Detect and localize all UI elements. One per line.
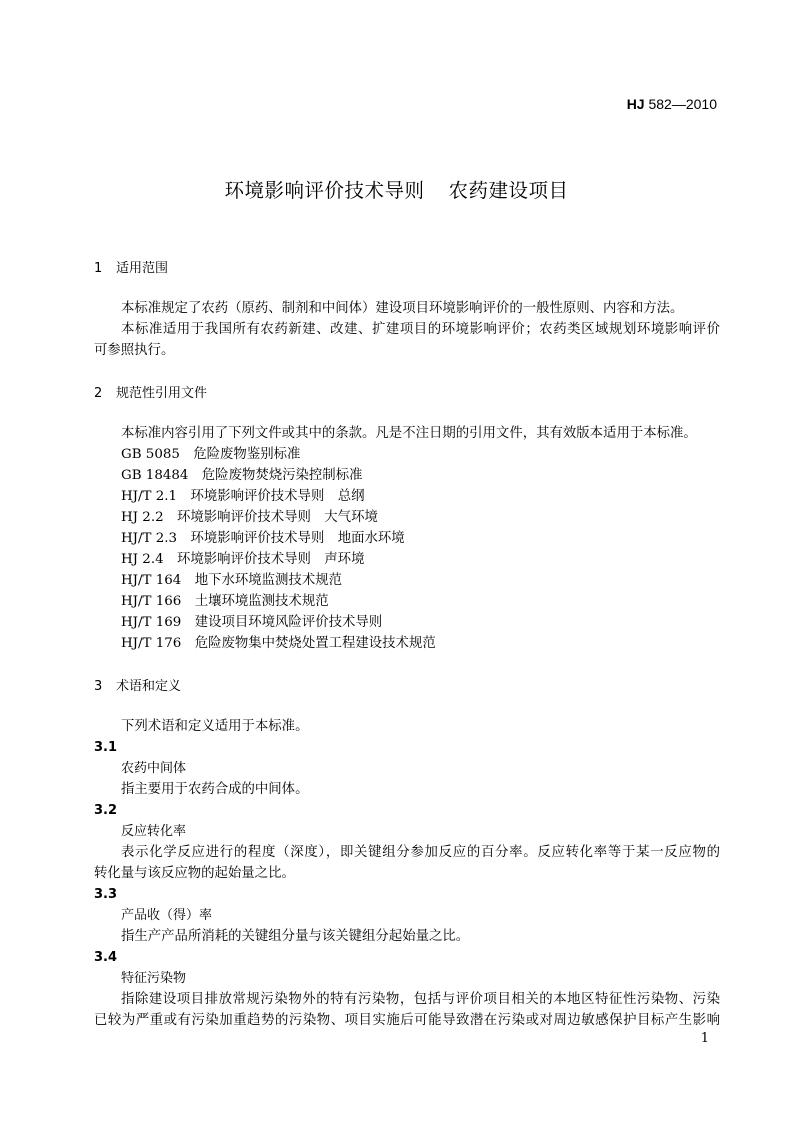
term-title: 产品收（得）率 [121, 908, 213, 923]
reference-item: HJ 2.2 环境影响评价技术导则 大气环境 [121, 510, 378, 525]
standard-code-prefix: HJ [626, 96, 645, 112]
clause-number: 3.2 [94, 803, 118, 818]
document-title [0, 175, 793, 203]
reference-item: GB 18484 危险废物焚烧污染控制标准 [121, 468, 363, 483]
reference-item: GB 5085 危险废物鉴别标准 [121, 447, 301, 462]
term-title: 农药中间体 [121, 761, 187, 776]
paragraph: 本标准内容引用了下列文件或其中的条款。凡是不注日期的引用文件，其有效版本适用于本标准。 [121, 426, 697, 441]
section-heading: 1 适用范围 [94, 261, 169, 276]
page-number: 1 [700, 1031, 709, 1046]
standard-code [627, 96, 717, 112]
paragraph: 本标准规定了农药（原药、制剂和中间体）建设项目环境影响评价的一般性原则、内容和方法。 [121, 301, 684, 316]
reference-item: HJ/T 164 地下水环境监测技术规范 [121, 573, 342, 588]
term-definition: 表示化学反应进行的程度（深度），即关键组分参加反应的百分率。反应转化率等于某一反应物的 [121, 845, 720, 860]
clause-number: 3.1 [94, 740, 118, 755]
reference-item: HJ/T 169 建设项目环境风险评价技术导则 [121, 615, 383, 630]
term-definition: 指主要用于农药合成的中间体。 [121, 782, 309, 797]
term-definition: 指除建设项目排放常规污染物外的特有污染物，包括与评价项目相关的本地区特征性污染物、污染 [121, 992, 720, 1007]
section-heading: 3 术语和定义 [94, 679, 182, 694]
paragraph: 本标准适用于我国所有农药新建、改建、扩建项目的环境影响评价；农药类区域规划环境影响评价 [121, 322, 720, 337]
clause-number: 3.4 [94, 950, 118, 965]
paragraph: 可参照执行。 [94, 343, 175, 358]
standard-code-number: 582—2010 [648, 96, 717, 112]
reference-item: HJ/T 166 土壤环境监测技术规范 [121, 594, 329, 609]
title-part2: 农药建设项目 [448, 179, 569, 202]
term-definition: 转化量与该反应物的起始量之比。 [94, 866, 295, 881]
term-definition: 已较为严重或有污染加重趋势的污染物、项目实施后可能导致潜在污染或对周边敏感保护目标产生影响 [94, 1013, 720, 1028]
paragraph: 下列术语和定义适用于本标准。 [121, 719, 309, 734]
term-title: 特征污染物 [121, 971, 187, 986]
reference-item: HJ/T 176 危险废物集中焚烧处置工程建设技术规范 [121, 636, 436, 651]
section-heading: 2 规范性引用文件 [94, 386, 208, 401]
reference-item: HJ/T 2.1 环境影响评价技术导则 总纲 [121, 489, 365, 504]
term-title: 反应转化率 [121, 824, 187, 839]
reference-item: HJ/T 2.3 环境影响评价技术导则 地面水环境 [121, 531, 405, 546]
clause-number: 3.3 [94, 887, 118, 902]
term-definition: 指生产产品所消耗的关键组分量与该关键组分起始量之比。 [121, 929, 470, 944]
reference-item: HJ 2.4 环境影响评价技术导则 声环境 [121, 552, 365, 567]
title-part1: 环境影响评价技术导则 [224, 179, 425, 202]
